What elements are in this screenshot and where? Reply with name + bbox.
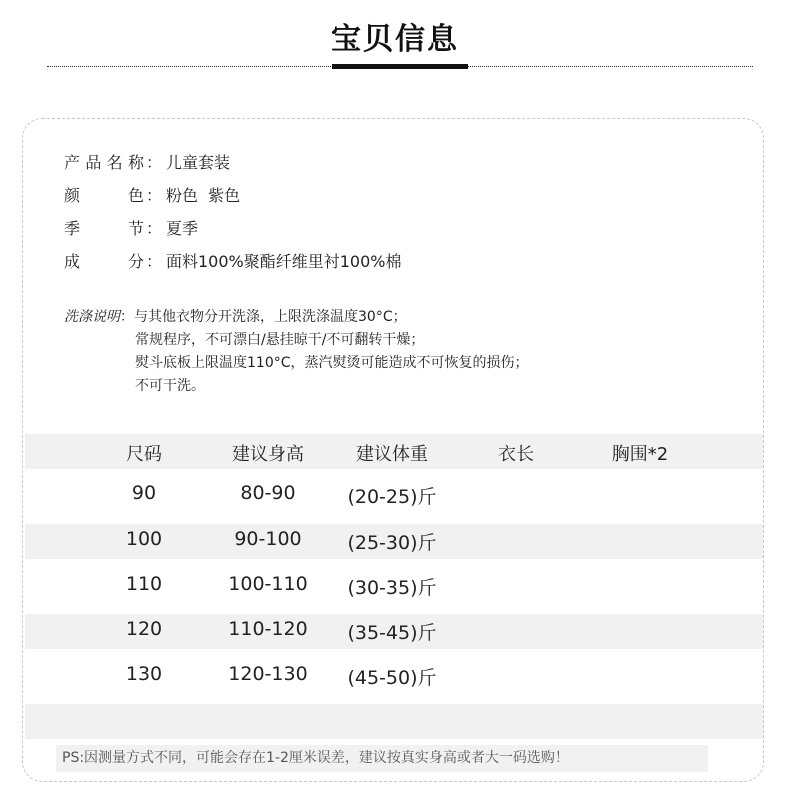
info-label: 成 分 ： <box>64 251 162 271</box>
table-cell: (20-25)斤 <box>347 486 437 508</box>
care-line: 与其他衣物分开洗涤，上限洗涤温度30°C； <box>134 309 407 325</box>
table-cell: (35-45)斤 <box>347 622 437 644</box>
info-value: 面料100%聚酯纤维里衬100%棉 <box>166 251 402 271</box>
table-cell: 90-100 <box>234 528 302 550</box>
care-line: 常规程序，不可漂白/悬挂晾干/不可翻转干燥； <box>135 332 425 348</box>
footnote: PS:因测量方式不同，可能会存在1-2厘米误差，建议按真实身高或者大一码选购！ <box>56 745 708 772</box>
table-cell: 130 <box>125 663 163 685</box>
table-cell: (25-30)斤 <box>347 532 437 554</box>
info-label: 颜 色 ： <box>64 185 162 205</box>
table-cell: 90 <box>131 482 157 504</box>
info-label: 季 节 ： <box>64 218 162 238</box>
table-cell: 80-90 <box>240 482 296 504</box>
table-cell: 100 <box>125 528 163 550</box>
table-row-stripe <box>25 704 763 739</box>
table-header-chest: 胸围*2 <box>611 444 669 465</box>
table-cell: 120 <box>125 618 163 640</box>
title-underline-bar <box>332 64 468 69</box>
table-header-size: 尺码 <box>126 444 162 465</box>
table-header-length: 衣长 <box>498 444 534 465</box>
care-title: 洗涤说明 <box>64 309 120 325</box>
info-value: 儿童套装 <box>166 152 231 172</box>
table-cell: 110-120 <box>228 618 308 640</box>
table-cell: (30-35)斤 <box>347 577 437 599</box>
care-line: 熨斗底板上限温度110°C，蒸汽熨烫可能造成不可恢复的损伤； <box>135 355 529 371</box>
info-row-season <box>64 215 198 239</box>
page-title: 宝贝信息 <box>331 22 459 57</box>
table-header-weight: 建议体重 <box>356 444 428 465</box>
table-cell: (45-50)斤 <box>347 667 437 689</box>
info-row-product-name <box>64 149 230 173</box>
table-cell: 110 <box>125 573 163 595</box>
table-header-height: 建议身高 <box>232 444 304 465</box>
info-row-color <box>64 182 240 206</box>
info-row-material <box>64 248 402 272</box>
info-label: 产 品 名 称 ： <box>64 152 162 172</box>
care-instructions: 洗涤说明：与其他衣物分开洗涤，上限洗涤温度30°C； 常规程序，不可漂白/悬挂晾干/不可翻转干燥； 熨斗底板上限温度110°C，蒸汽熨烫可能造成不可恢复的损伤； 不可干洗。 <box>64 306 529 398</box>
table-cell: 120-130 <box>228 663 308 685</box>
care-line: 不可干洗。 <box>135 378 205 394</box>
info-value: 粉色 紫色 <box>166 185 241 205</box>
info-value: 夏季 <box>166 218 199 238</box>
table-cell: 100-110 <box>228 573 308 595</box>
